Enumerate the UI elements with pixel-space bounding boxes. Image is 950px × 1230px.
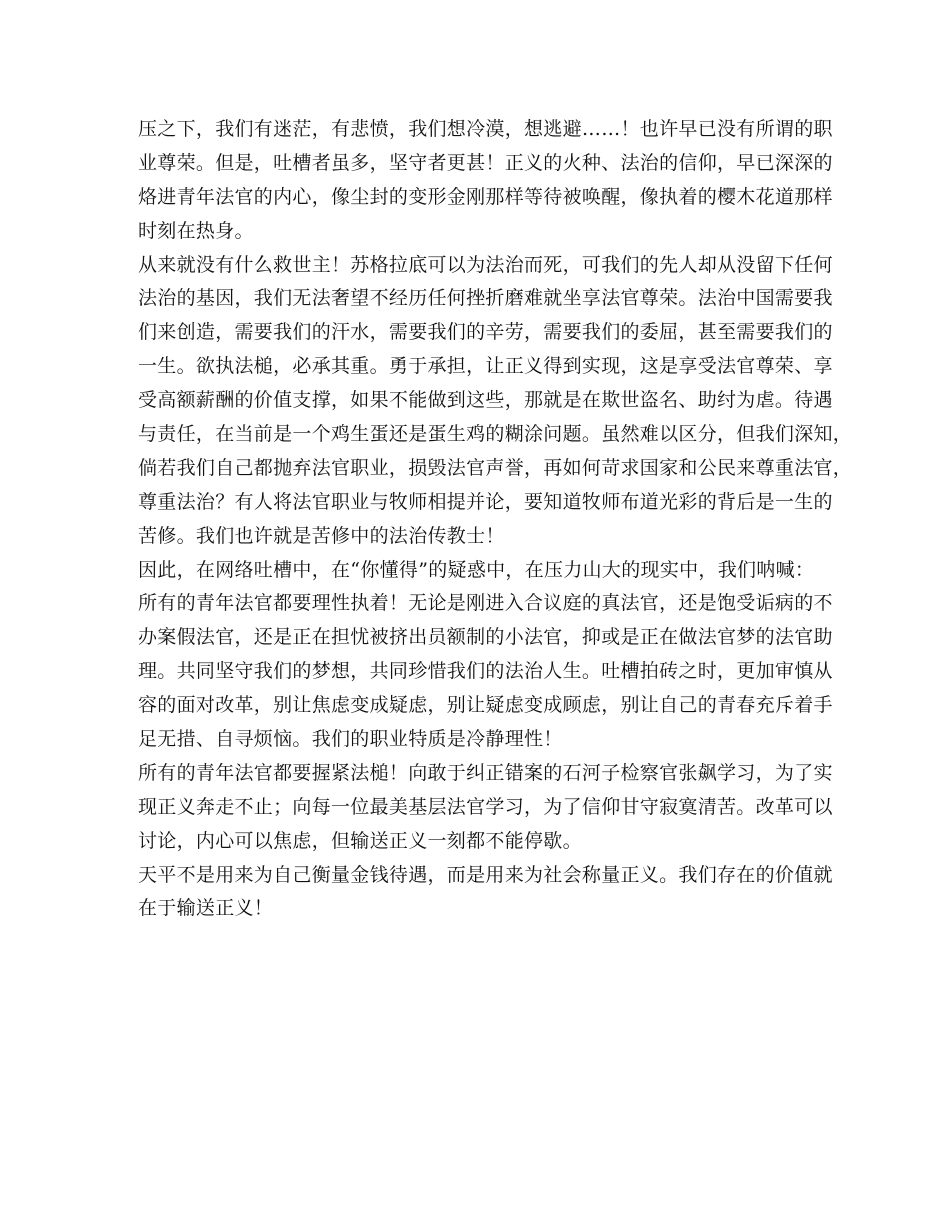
text-line: 苦修。我们也许就是苦修中的法治传教士！ bbox=[138, 524, 505, 547]
text-line: 时刻在热身。 bbox=[138, 219, 254, 242]
text-line: 所有的青年法官都要理性执着！无论是刚进入合议庭的真法官，还是饱受诟病的不 bbox=[138, 592, 833, 615]
text-line: 压之下，我们有迷茫，有悲愤，我们想冷漠，想逃避……！也许早已没有所谓的职 bbox=[138, 118, 833, 140]
text-line: 足无措、自寻烦恼。我们的职业特质是冷静理性！ bbox=[138, 728, 563, 751]
text-line: 天平不是用来为自己衡量金钱待遇，而是用来为社会称量正义。我们存在的价值就 bbox=[138, 863, 833, 886]
text-line: 法治的基因，我们无法奢望不经历任何挫折磨难就坐享法官尊荣。法治中国需要我 bbox=[138, 287, 833, 310]
text-line: 尊重法治？有人将法官职业与牧师相提并论，要知道牧师布道光彩的背后是一生的 bbox=[138, 490, 833, 513]
text-line: 容的面对改革，别让焦虑变成疑虑，别让疑虑变成顾虑，别让自己的青春充斥着手 bbox=[138, 694, 833, 717]
text-line: 从来就没有什么救世主！苏格拉底可以为法治而死，可我们的先人却从没留下任何 bbox=[138, 253, 833, 276]
text-line: 们来创造，需要我们的汗水，需要我们的辛劳，需要我们的委屈，甚至需要我们的 bbox=[138, 321, 833, 344]
text-line: 一生。欲执法槌，必承其重。勇于承担，让正义得到实现，这是享受法官尊荣、享 bbox=[138, 355, 833, 378]
text-line: 业尊荣。但是，吐槽者虽多，坚守者更甚！正义的火种、法治的信仰，早已深深的 bbox=[138, 151, 833, 174]
text-line: 受高额薪酬的价值支撑，如果不能做到这些，那就是在欺世盗名、助纣为虐。待遇 bbox=[138, 389, 833, 412]
text-line: 烙进青年法官的内心，像尘封的变形金刚那样等待被唤醒，像执着的樱木花道那样 bbox=[138, 185, 833, 208]
text-line: 与责任，在当前是一个鸡生蛋还是蛋生鸡的糊涂问题。虽然难以区分，但我们深知， bbox=[138, 423, 853, 446]
text-line: 所有的青年法官都要握紧法槌！向敢于纠正错案的石河子检察官张飙学习，为了实 bbox=[138, 761, 833, 784]
text-line: 在于输送正义！ bbox=[138, 897, 274, 920]
text-line: 办案假法官，还是正在担忧被挤出员额制的小法官，抑或是正在做法官梦的法官助 bbox=[138, 626, 833, 649]
text-line: 讨论，内心可以焦虑，但输送正义一刻都不能停歇。 bbox=[138, 829, 582, 852]
text-line: 理。共同坚守我们的梦想，共同珍惜我们的法治人生。吐槽拍砖之时，更加审慎从 bbox=[138, 660, 833, 683]
document-body bbox=[138, 113, 853, 926]
text-line: 因此，在网络吐槽中，在“你懂得”的疑惑中，在压力山大的现实中，我们呐喊： bbox=[138, 558, 815, 581]
text-line: 现正义奔走不止；向每一位最美基层法官学习，为了信仰甘守寂寞清苦。改革可以 bbox=[138, 795, 833, 818]
text-line: 倘若我们自己都抛弃法官职业，损毁法官声誉，再如何苛求国家和公民来尊重法官， bbox=[138, 456, 853, 479]
